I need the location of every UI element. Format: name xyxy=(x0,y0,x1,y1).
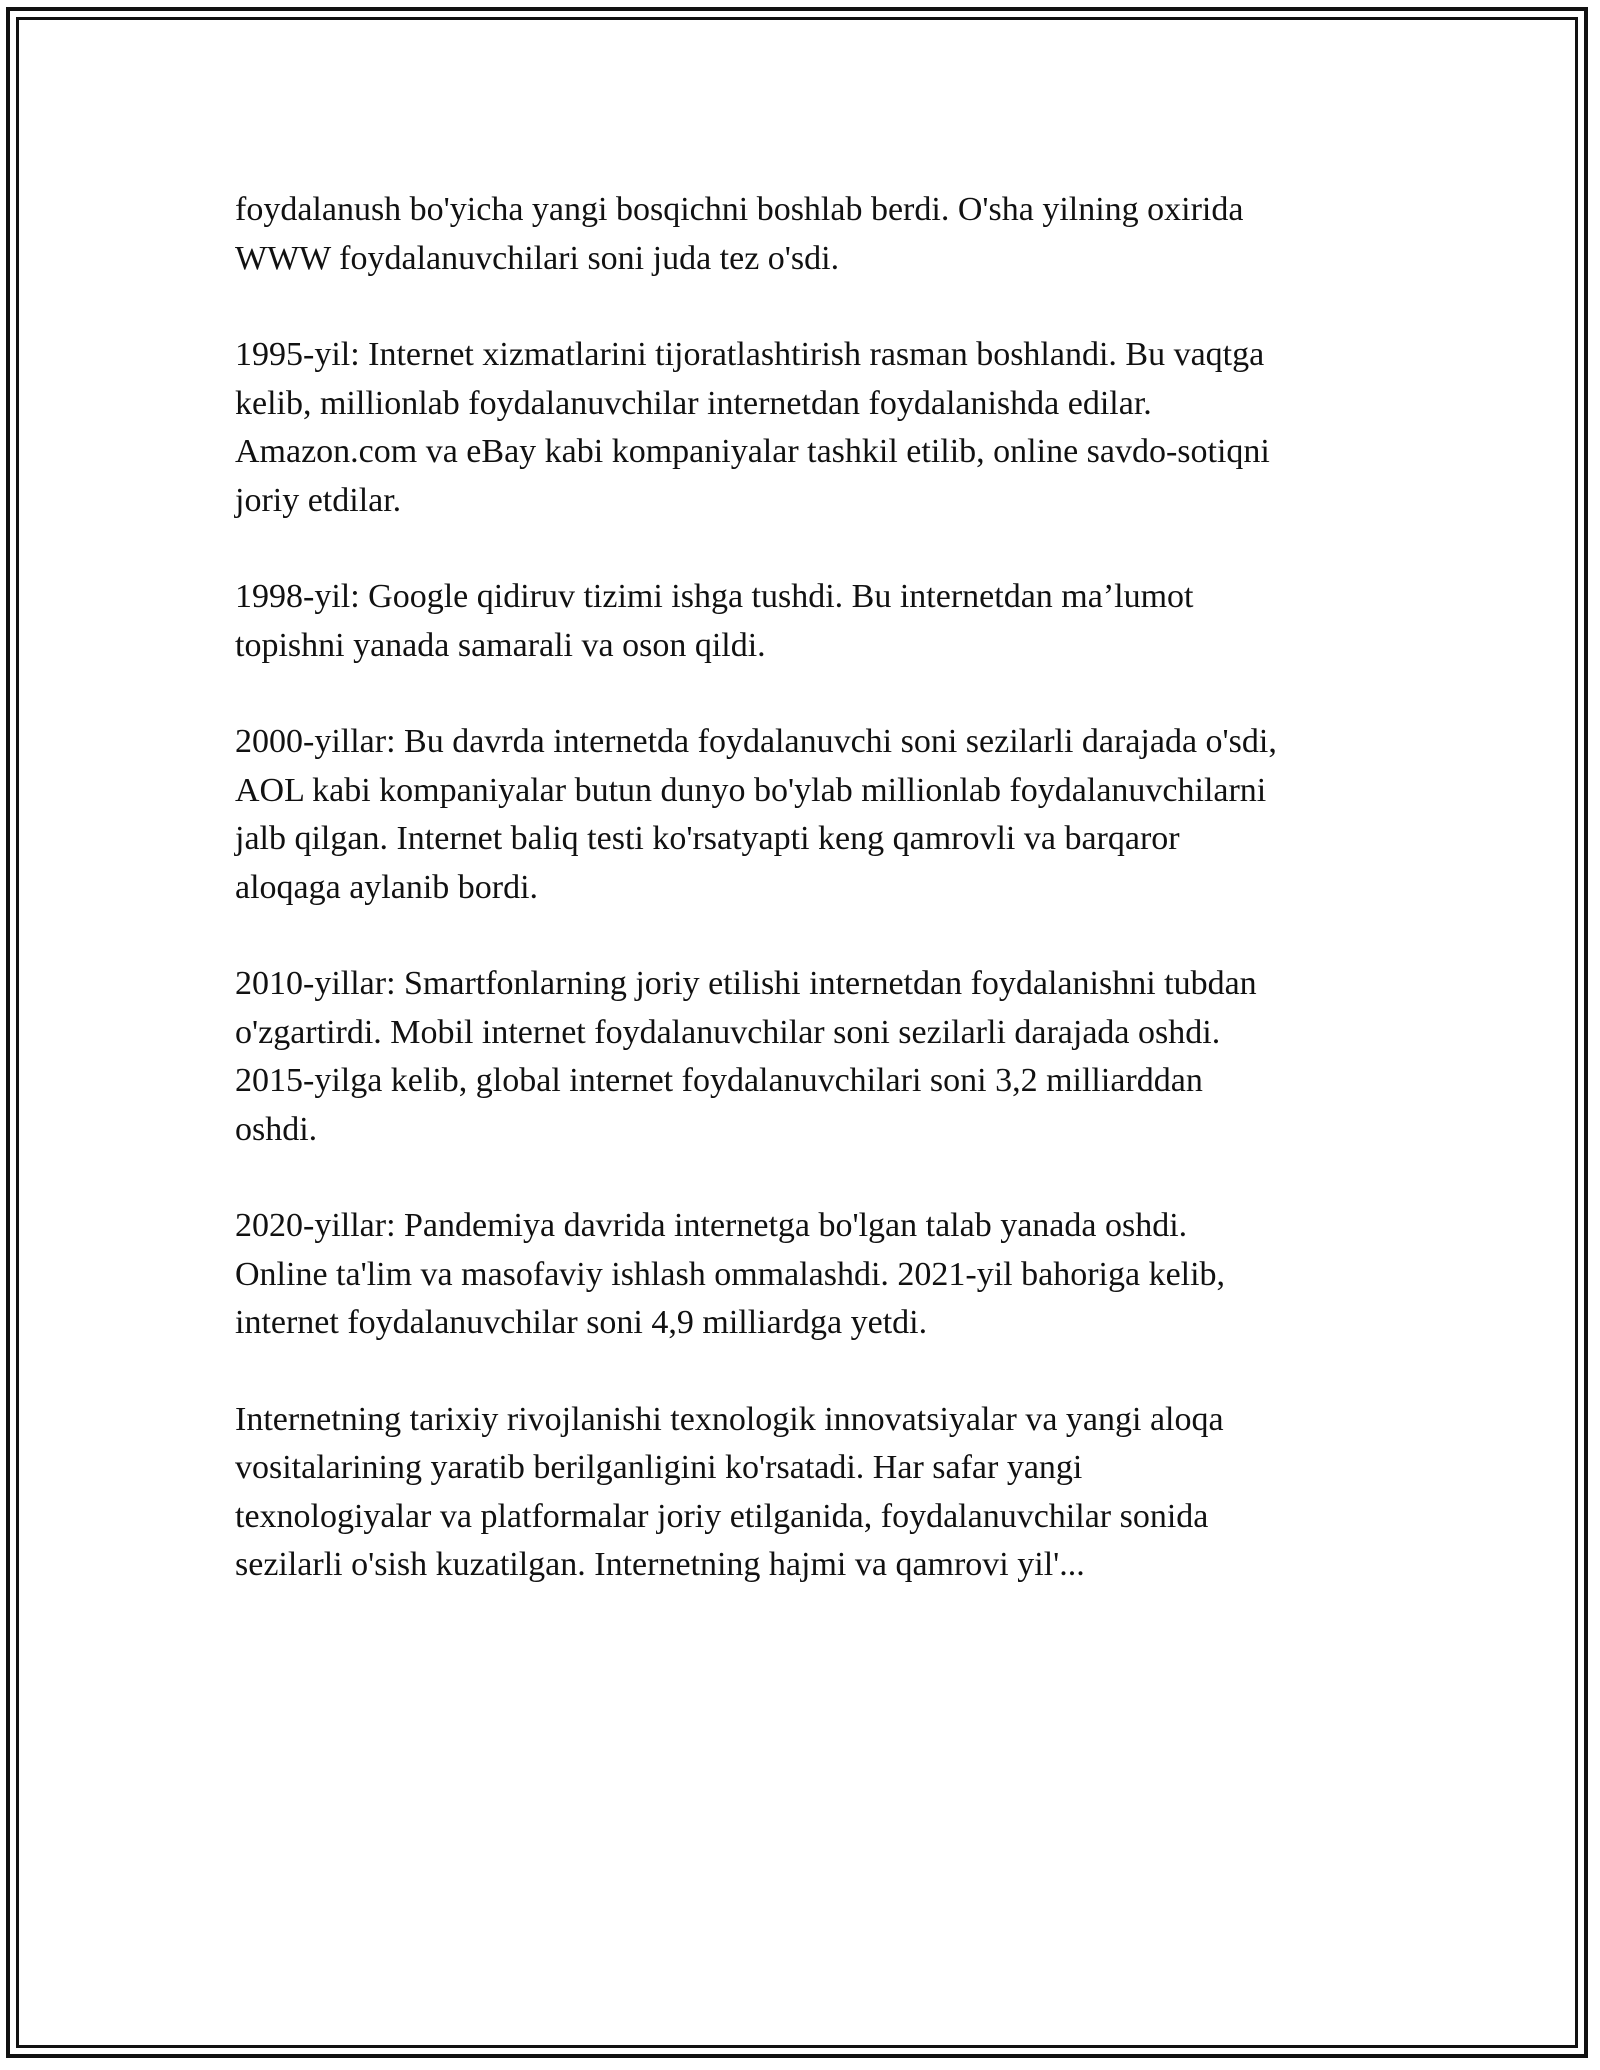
paragraph-1998: 1998-yil: Google qidiruv tizimi ishga tushdi. Bu internetdan ma’lumot topishni yanada samarali va oson qildi. xyxy=(235,578,1194,664)
paragraph-2010s: 2010-yillar: Smartfonlarning joriy etilishi internetdan foydalanishni tubdan o'zgartirdi. Mobil internet foydalanuvchilar soni sezilarli darajada oshdi. 2015-yilga kelib, global internet foydalanuvchilari soni 3,2 milliarddan oshdi. xyxy=(235,965,1257,1148)
paragraph-1995: 1995-yil: Internet xizmatlarini tijoratlashtirish rasman boshlandi. Bu vaqtga kelib, millionlab foydalanuvchilar internetdan foydalanishda edilar. Amazon.com va eBay kabi kompaniyalar tashkil etilib, online savdo-sotiqni joriy etdilar. xyxy=(235,336,1270,519)
paragraph-www-growth: foydalanush bo'yicha yangi bosqichni boshlab berdi. O'sha yilning oxirida WWW foydalanuvchilari soni juda tez o'sdi. xyxy=(235,191,1244,277)
paragraph-conclusion: Internetning tarixiy rivojlanishi texnologik innovatsiyalar va yangi aloqa vositalarining yaratib berilganligini ko'rsatadi. Har safar yangi texnologiyalar va platformalar joriy etilganida, foydalanuvchilar sonida sezilarli o'sish kuzatilgan. Internetning hajmi va qamrovi yil'... xyxy=(235,1400,1224,1583)
document-body xyxy=(235,186,1385,1638)
paragraph-2020s: 2020-yillar: Pandemiya davrida internetga bo'lgan talab yanada oshdi. Online ta'lim va masofaviy ishlash ommalashdi. 2021-yil bahoriga kelib, internet foydalanuvchilar soni 4,9 milliardga yetdi. xyxy=(235,1207,1226,1341)
paragraph-2000s: 2000-yillar: Bu davrda internetda foydalanuvchi soni sezilarli darajada o'sdi, AOL kabi kompaniyalar butun dunyo bo'ylab millionlab foydalanuvchilarni jalb qilgan. Internet baliq testi ko'rsatyapti keng qamrovli va barqaror aloqaga aylanib bordi. xyxy=(235,723,1277,906)
